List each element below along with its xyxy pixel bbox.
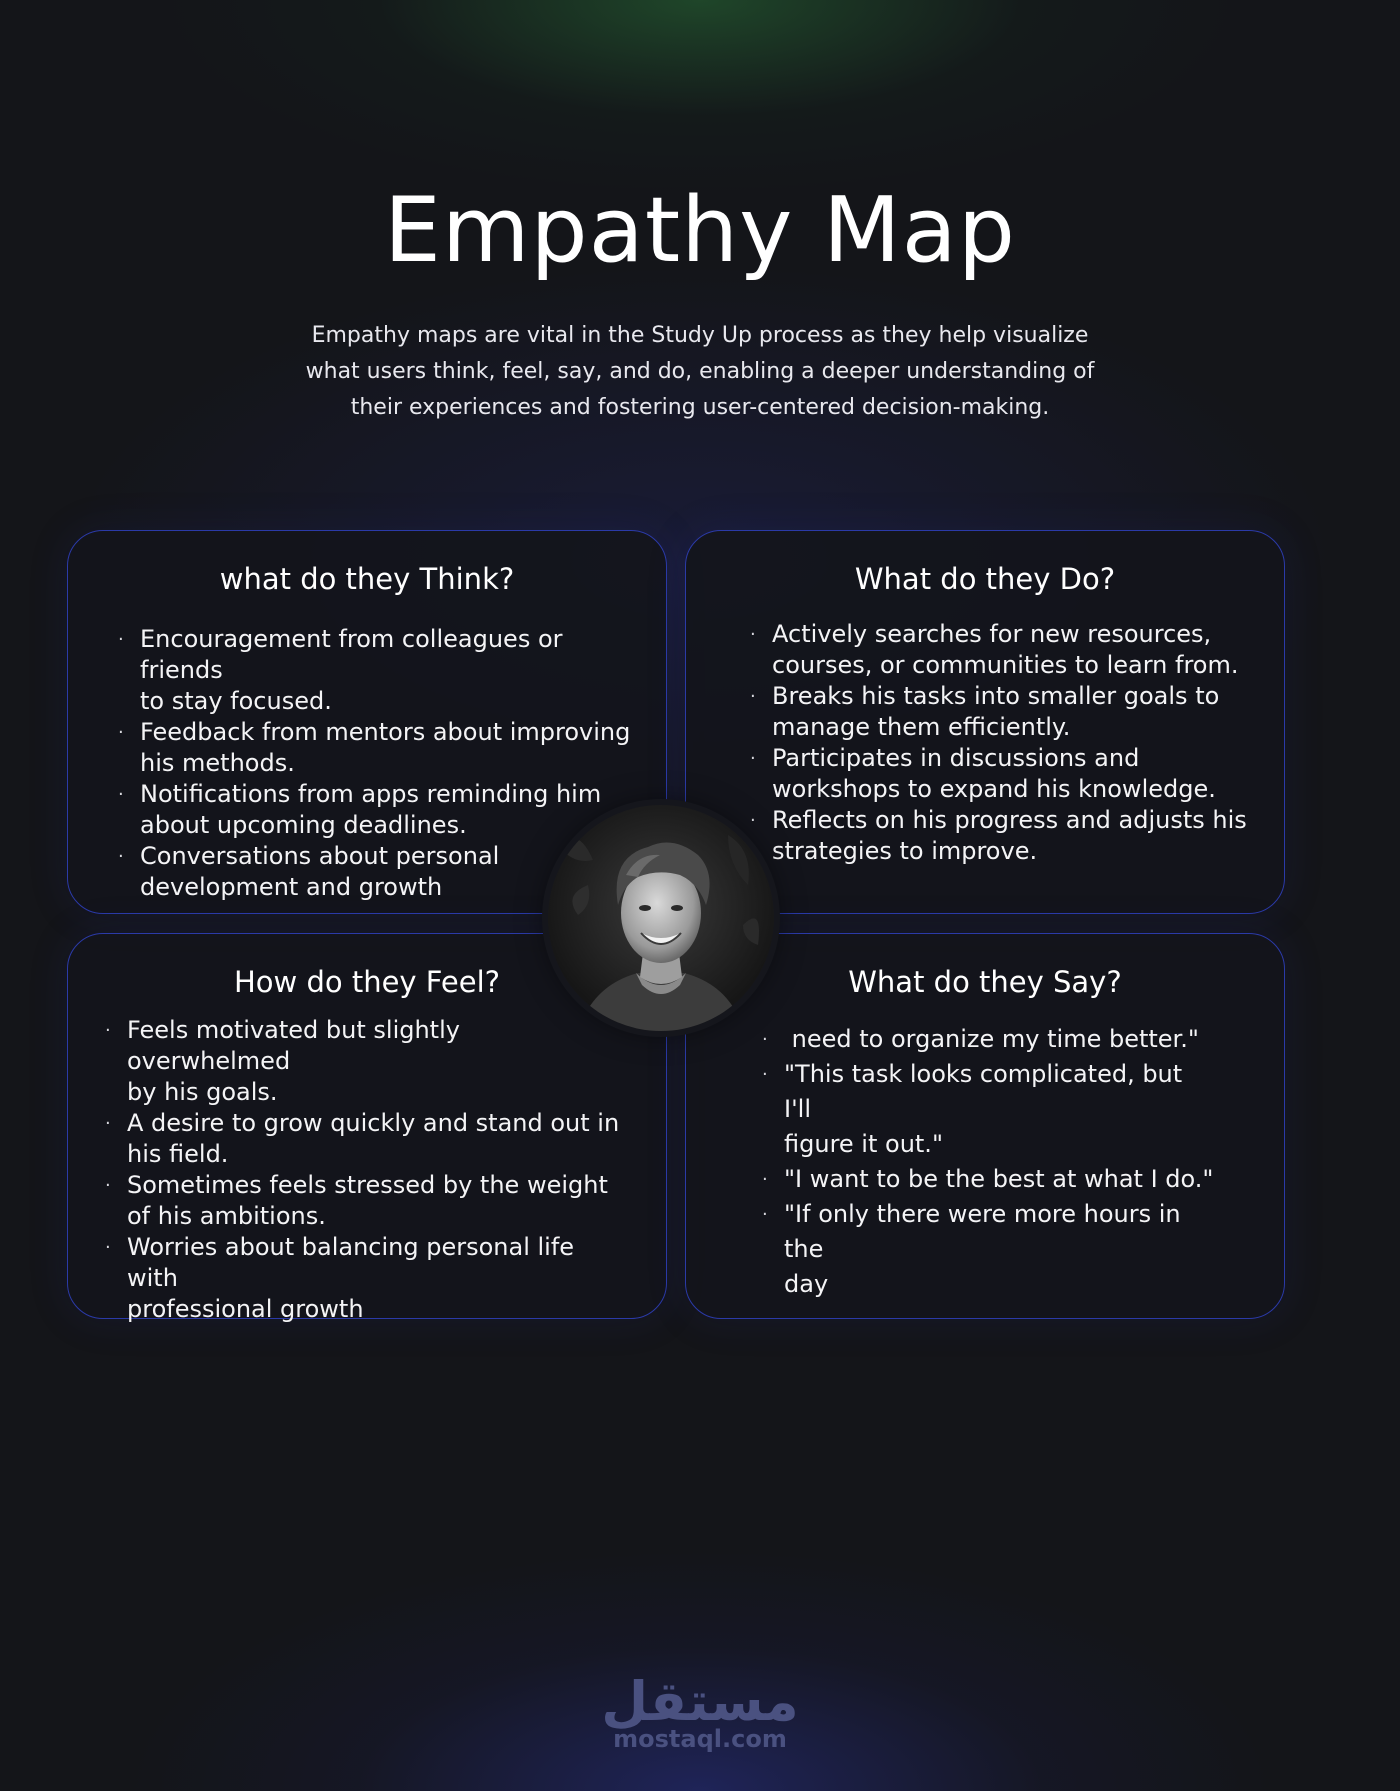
feel-list xyxy=(105,1015,627,1325)
list-item xyxy=(750,619,1262,681)
list-item xyxy=(762,1057,1214,1162)
list-item xyxy=(105,1108,627,1170)
list-item-text: "If only there were more hours in the xyxy=(784,1200,1181,1263)
list-item-text: day xyxy=(784,1270,829,1298)
bullet-icon: · xyxy=(118,784,124,805)
bullet-icon: · xyxy=(750,810,756,831)
think-card-title: what do they Think? xyxy=(219,562,515,596)
bullet-icon: · xyxy=(105,1237,111,1258)
list-item-text: "This task looks complicated, but I'll xyxy=(784,1060,1183,1123)
list-item-text: Notifications from apps reminding him xyxy=(140,780,602,808)
list-item-text: courses, or communities to learn from. xyxy=(772,651,1239,679)
bullet-icon: · xyxy=(762,1064,768,1085)
bullet-icon: · xyxy=(118,629,124,650)
list-item-text: Feedback from mentors about improving xyxy=(140,718,631,746)
list-item-text: development and growth xyxy=(140,873,443,901)
list-item-text: to stay focused. xyxy=(140,687,332,715)
list-item-text: his field. xyxy=(127,1140,229,1168)
do-card-title: What do they Do? xyxy=(854,562,1116,596)
bullet-icon: · xyxy=(118,846,124,867)
list-item-text: need to organize my time better." xyxy=(784,1025,1199,1053)
do-card xyxy=(685,530,1285,914)
list-item xyxy=(118,624,640,717)
intro-line: what users think, feel, say, and do, enabling a deeper understanding of xyxy=(305,359,1095,384)
list-item-text: of his ambitions. xyxy=(127,1202,326,1230)
list-item xyxy=(750,743,1262,805)
bullet-icon: · xyxy=(105,1020,111,1041)
say-card-title: What do they Say? xyxy=(848,965,1122,999)
list-item xyxy=(762,1022,1214,1057)
list-item xyxy=(762,1197,1214,1302)
avatar xyxy=(548,805,774,1031)
bullet-icon: · xyxy=(105,1113,111,1134)
bullet-icon: · xyxy=(762,1204,768,1225)
list-item-text: Sometimes feels stressed by the weight xyxy=(127,1171,608,1199)
list-item-text: "I want to be the best at what I do." xyxy=(784,1165,1214,1193)
list-item-text: about upcoming deadlines. xyxy=(140,811,467,839)
list-item-text: Breaks his tasks into smaller goals to xyxy=(772,682,1220,710)
list-item-text: Participates in discussions and xyxy=(772,744,1140,772)
list-item-text: by his goals. xyxy=(127,1078,278,1106)
list-item xyxy=(118,717,640,779)
person-portrait-icon xyxy=(548,805,774,1031)
list-item xyxy=(118,779,640,841)
list-item xyxy=(750,681,1262,743)
brand-logo-url[interactable]: mostaql.com xyxy=(613,1725,787,1753)
intro-line: their experiences and fostering user-centered decision-making. xyxy=(350,395,1050,420)
list-item-text: A desire to grow quickly and stand out in xyxy=(127,1109,620,1137)
list-item xyxy=(105,1232,627,1325)
page-title: Empathy Map xyxy=(384,178,1016,283)
bullet-icon: · xyxy=(750,624,756,645)
say-card xyxy=(685,933,1285,1319)
list-item-text: figure it out." xyxy=(784,1130,943,1158)
list-item-text: Reflects on his progress and adjusts his xyxy=(772,806,1247,834)
bullet-icon: · xyxy=(750,686,756,707)
list-item-text: Conversations about personal xyxy=(140,842,500,870)
list-item-text: manage them efficiently. xyxy=(772,713,1071,741)
bullet-icon: · xyxy=(762,1029,768,1050)
list-item xyxy=(762,1162,1214,1197)
list-item-text: Encouragement from colleagues or friends xyxy=(140,625,563,684)
list-item-text: professional growth xyxy=(127,1295,364,1323)
list-item xyxy=(750,805,1262,867)
say-list xyxy=(762,1022,1214,1302)
bullet-icon: · xyxy=(105,1175,111,1196)
brand-logo-arabic[interactable]: مستقل xyxy=(601,1670,799,1733)
list-item-text: Worries about balancing personal life with xyxy=(127,1233,575,1292)
list-item-text: strategies to improve. xyxy=(772,837,1038,865)
list-item-text: Feels motivated but slightly overwhelmed xyxy=(127,1016,460,1075)
bullet-icon: · xyxy=(750,748,756,769)
intro-text xyxy=(280,318,1120,426)
bullet-icon: · xyxy=(762,1169,768,1190)
list-item-text: workshops to expand his knowledge. xyxy=(772,775,1216,803)
do-list xyxy=(750,619,1262,867)
list-item xyxy=(105,1015,627,1108)
list-item xyxy=(105,1170,627,1232)
list-item-text: Actively searches for new resources, xyxy=(772,620,1212,648)
feel-card-title: How do they Feel? xyxy=(233,965,501,999)
intro-line: Empathy maps are vital in the Study Up process as they help visualize xyxy=(311,323,1089,348)
list-item-text: his methods. xyxy=(140,749,295,777)
bullet-icon: · xyxy=(118,722,124,743)
